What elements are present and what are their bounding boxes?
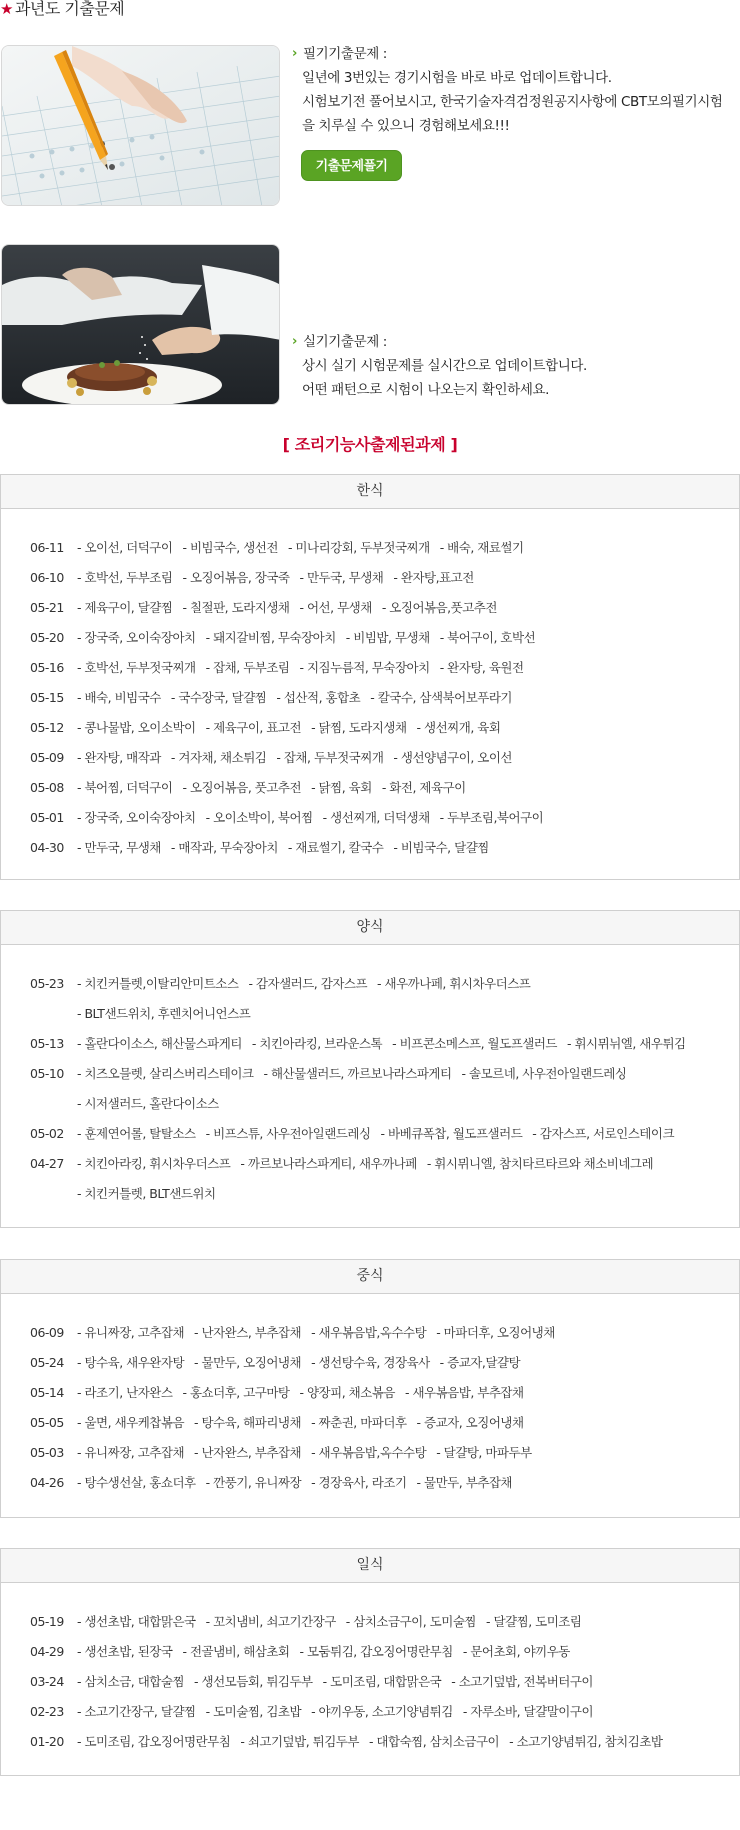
- menu-item: - 휘시뮈니엘, 참치타르타르와 채소비네그레: [426, 1156, 654, 1171]
- exam-date: 03-24: [30, 1674, 64, 1689]
- exam-date: [30, 999, 77, 1029]
- list-item: [30, 1408, 739, 1438]
- list-item: [30, 1667, 739, 1697]
- menu-item: - 소고기덮밥, 전복버터구이: [451, 1674, 594, 1689]
- menu-item: - 지짐누름적, 무숙장아치: [299, 660, 430, 675]
- menu-item: - 닭찜, 도라지생채: [311, 720, 407, 735]
- exam-date: 05-12: [30, 720, 64, 735]
- menu-item: - 북어찜, 더덕구이: [77, 780, 173, 795]
- section-header: 일식: [1, 1549, 739, 1583]
- list-item: [30, 1607, 739, 1637]
- section-header: 중식: [1, 1260, 739, 1294]
- menu-list: [77, 1348, 520, 1378]
- exam-date: 05-19: [30, 1614, 64, 1629]
- menu-item: - 호박선, 두부조림: [77, 570, 173, 585]
- menu-list: [77, 1637, 570, 1667]
- exam-date: 02-23: [30, 1704, 64, 1719]
- list-item: [30, 1149, 739, 1179]
- menu-item: - 오징어볶음, 풋고추전: [182, 780, 302, 795]
- menu-item: - 달걀탕, 마파두부: [436, 1445, 532, 1460]
- exam-date: 06-11: [30, 540, 64, 555]
- menu-list: [77, 713, 500, 743]
- menu-item: - 국수장국, 달걀찜: [170, 690, 267, 705]
- menu-item: - 감자샐러드, 감자스프: [248, 976, 368, 991]
- menu-item: - 전골냄비, 해삼초회: [182, 1644, 290, 1659]
- menu-item: - 솔모르네, 사우전아일랜드레싱: [461, 1066, 627, 1081]
- menu-list: [77, 743, 512, 773]
- menu-item: - 경장육사, 라조기: [311, 1475, 407, 1490]
- menu-item: - 도미술찜, 김초밥: [205, 1704, 302, 1719]
- menu-list: [77, 1697, 593, 1727]
- menu-item: - 라조기, 난자완스: [77, 1385, 173, 1400]
- menu-list: [77, 1408, 524, 1438]
- menu-list: [77, 653, 524, 683]
- chinese-cuisine-section: [0, 1259, 740, 1518]
- chef-plating-image: [1, 244, 280, 405]
- list-item: [30, 969, 739, 999]
- menu-item: - 증교자, 오징어냉채: [416, 1415, 524, 1430]
- cooking-tasks-title: [ 조리기능사출제된과제 ]: [282, 435, 458, 454]
- menu-list: [77, 1119, 674, 1149]
- menu-list: [77, 1378, 524, 1408]
- menu-list: [77, 593, 497, 623]
- menu-item: - 난자완스, 부추잡채: [194, 1325, 302, 1340]
- exam-date: 05-09: [30, 750, 64, 765]
- exam-date: 05-20: [30, 630, 64, 645]
- list-item: [30, 1029, 739, 1059]
- menu-list: [77, 1607, 581, 1637]
- exam-date: 05-01: [30, 810, 64, 825]
- menu-list: [77, 1179, 216, 1209]
- exam-date: 01-20: [30, 1734, 64, 1749]
- menu-item: - 어선, 무생채: [299, 600, 372, 615]
- menu-item: - 난자완스, 부추잡채: [194, 1445, 302, 1460]
- japanese-cuisine-section: [0, 1548, 740, 1776]
- practical-exam-line: 어떤 패턴으로 시험이 나오는지 확인하세요.: [302, 382, 549, 398]
- exam-date: 05-02: [30, 1126, 64, 1141]
- list-item: [30, 623, 739, 653]
- written-exam-title: 필기기출문제 :: [303, 46, 387, 62]
- exam-date: 05-24: [30, 1355, 64, 1370]
- exam-date: 04-27: [30, 1156, 64, 1171]
- chevron-right-icon: ›: [292, 334, 297, 349]
- exam-date: 05-14: [30, 1385, 64, 1400]
- menu-item: - 감자스프, 서로인스테이크: [532, 1126, 675, 1141]
- menu-item: - 오이소박이, 북어찜: [205, 810, 313, 825]
- exam-date: 04-29: [30, 1644, 64, 1659]
- menu-item: - 훈제연어롤, 탈탈소스: [77, 1126, 196, 1141]
- menu-item: - 쇠고기덮밥, 튀김두부: [240, 1734, 359, 1749]
- menu-item: - 해산물샐러드, 까르보나라스파게티: [263, 1066, 452, 1081]
- exam-date: 05-08: [30, 780, 64, 795]
- chevron-right-icon: ›: [292, 46, 297, 61]
- menu-item: - 재료썰기, 칼국수: [287, 840, 384, 855]
- menu-item: - 새우볶음밥,옥수수탕: [311, 1445, 427, 1460]
- menu-item: - 겨자채, 채소튀김: [170, 750, 267, 765]
- practical-exam-info: [292, 330, 740, 402]
- list-item: [30, 533, 739, 563]
- list-item: [30, 563, 739, 593]
- menu-item: - 새우볶음밥,옥수수탕: [311, 1325, 427, 1340]
- menu-item: - 비프콘소메스프, 월도프샐러드: [392, 1036, 557, 1051]
- list-item: [30, 713, 739, 743]
- menu-item: - 모둠튀김, 갑오징어명란무침: [299, 1644, 453, 1659]
- menu-item: - 잡채, 두부젓국찌개: [276, 750, 384, 765]
- menu-item: - 칠절판, 도라지생채: [182, 600, 290, 615]
- menu-list: [77, 1059, 626, 1089]
- menu-item: - 생선찌개, 더덕생채: [322, 810, 430, 825]
- menu-list: [77, 1318, 555, 1348]
- list-item: [30, 833, 739, 863]
- section-header: 한식: [1, 475, 739, 509]
- menu-item: - 만두국, 무생채: [299, 570, 384, 585]
- exam-date: 05-23: [30, 976, 64, 991]
- menu-item: - 콩나물밥, 오이소박이: [77, 720, 196, 735]
- menu-item: - 마파더후, 오징어냉채: [436, 1325, 555, 1340]
- exam-date: 05-13: [30, 1036, 64, 1051]
- exam-date: [30, 1089, 77, 1119]
- western-cuisine-section: [0, 910, 740, 1228]
- menu-item: - 휘시뮈뉘엘, 새우튀김: [567, 1036, 686, 1051]
- menu-list: [77, 1149, 653, 1179]
- menu-item: - 소고기간장구, 달걀찜: [77, 1704, 196, 1719]
- menu-item: - 바베큐폭찹, 월도프샐러드: [380, 1126, 523, 1141]
- menu-item: - 탕수생선살, 홍쇼더후: [77, 1475, 196, 1490]
- menu-item: - 까르보나라스파게티, 새우까나페: [240, 1156, 417, 1171]
- exam-date: 05-05: [30, 1415, 64, 1430]
- section-header: 양식: [1, 911, 739, 945]
- menu-list: [77, 1468, 512, 1498]
- menu-item: - 오징어볶음, 장국죽: [182, 570, 290, 585]
- menu-item: - 시저샐러드, 홀란다이소스: [77, 1096, 219, 1111]
- menu-list: [77, 999, 250, 1029]
- menu-item: - 섭산적, 홍합초: [276, 690, 361, 705]
- practical-exam-line: 상시 실기 시험문제를 실시간으로 업데이트합니다.: [302, 358, 587, 374]
- page-title-text: 과년도 기출문제: [14, 0, 125, 18]
- list-item: [30, 773, 739, 803]
- list-item: [30, 683, 739, 713]
- menu-item: - 비빔밥, 무생채: [345, 630, 430, 645]
- menu-list: [77, 969, 530, 999]
- list-item: [30, 1697, 739, 1727]
- list-item: [30, 1468, 739, 1498]
- menu-list: [77, 1727, 662, 1757]
- menu-item: - 닭찜, 육회: [311, 780, 372, 795]
- menu-item: - 오이선, 더덕구이: [77, 540, 173, 555]
- menu-item: - 완자탕,표고전: [393, 570, 474, 585]
- menu-item: - 생선초밥, 된장국: [77, 1644, 173, 1659]
- menu-item: - 유니짜장, 고추잡채: [77, 1445, 185, 1460]
- menu-item: - 호박선, 두부젓국찌개: [77, 660, 196, 675]
- menu-item: - 자루소바, 달걀말이구이: [462, 1704, 594, 1719]
- list-item: [30, 1318, 739, 1348]
- list-item: [30, 1727, 739, 1757]
- menu-item: - 치즈오믈렛, 살리스버리스테이크: [77, 1066, 254, 1081]
- menu-item: - 두부조림,북어구이: [439, 810, 544, 825]
- menu-item: - 제육구이, 표고전: [205, 720, 302, 735]
- menu-item: - 치킨아라킹, 브라운스톡: [251, 1036, 383, 1051]
- list-item: [30, 999, 739, 1029]
- menu-item: - 제육구이, 달걀찜: [77, 600, 173, 615]
- list-item: [30, 593, 739, 623]
- menu-list: [77, 773, 466, 803]
- menu-item: - 탕수육, 해파리냉채: [194, 1415, 302, 1430]
- menu-item: - 물만두, 부추잡채: [416, 1475, 513, 1490]
- menu-item: - 새우까나페, 휘시차우더스프: [377, 976, 531, 991]
- menu-item: - 꼬치냄비, 쇠고기간장구: [205, 1614, 336, 1629]
- menu-list: [77, 1667, 593, 1697]
- menu-item: - 비프스튜, 사우전아일랜드레싱: [205, 1126, 371, 1141]
- list-item: [30, 803, 739, 833]
- menu-item: - 울면, 새우케찹볶음: [77, 1415, 185, 1430]
- menu-item: - 유니짜장, 고추잡채: [77, 1325, 185, 1340]
- list-item: [30, 1348, 739, 1378]
- menu-item: - 야끼우동, 소고기양념튀김: [311, 1704, 453, 1719]
- menu-item: - 장국죽, 오이숙장아치: [77, 630, 196, 645]
- menu-item: - 잡채, 두부조림: [205, 660, 290, 675]
- list-item: [30, 1059, 739, 1089]
- menu-item: - 생선양념구이, 오이선: [393, 750, 512, 765]
- section-body: [1, 1294, 739, 1498]
- menu-item: - 물만두, 오징어냉채: [194, 1355, 302, 1370]
- menu-item: - 도미조림, 대합맑은국: [322, 1674, 442, 1689]
- menu-list: [77, 833, 489, 863]
- menu-list: [77, 623, 535, 653]
- menu-item: - 장국죽, 오이숙장아치: [77, 810, 196, 825]
- menu-list: [77, 683, 512, 713]
- korean-cuisine-section: [0, 474, 740, 880]
- menu-item: - 삼치소금, 대합술찜: [77, 1674, 185, 1689]
- menu-item: - 생선초밥, 대합맑은국: [77, 1614, 196, 1629]
- menu-item: - BLT샌드위치, 후렌치어니언스프: [77, 1006, 251, 1021]
- menu-item: - 화전, 제육구이: [381, 780, 466, 795]
- written-exam-line: 일년에 3번있는 경기시험을 바로 바로 업데이트합니다.: [302, 70, 612, 86]
- menu-list: [77, 803, 543, 833]
- menu-item: - 달걀찜, 도미조림: [485, 1614, 582, 1629]
- solve-past-exam-button[interactable]: 기출문제풀기: [301, 150, 402, 181]
- menu-item: - 완자탕, 매작과: [77, 750, 161, 765]
- star-icon: ★: [0, 0, 13, 18]
- menu-item: - 도미조림, 갑오징어명란무침: [77, 1734, 231, 1749]
- menu-item: - 새우볶음밥, 부추잡채: [404, 1385, 524, 1400]
- menu-item: - 홍쇼더후, 고구마탕: [182, 1385, 290, 1400]
- exam-date: [30, 1179, 77, 1209]
- menu-item: - 증교자,달걀탕: [439, 1355, 521, 1370]
- section-body: [1, 509, 739, 863]
- written-exam-info: [292, 42, 740, 138]
- page-title: [0, 0, 124, 20]
- practical-exam-title: 실기기출문제 :: [303, 334, 387, 350]
- menu-item: - 비빔국수, 달걀찜: [393, 840, 489, 855]
- exam-date: 05-16: [30, 660, 64, 675]
- written-exam-line: 시험보기전 풀어보시고, 한국기술자격검정원공지사항에 CBT모의필기시험: [302, 94, 723, 110]
- menu-item: - 완자탕, 육원전: [439, 660, 524, 675]
- menu-item: - 짜춘권, 마파더후: [311, 1415, 407, 1430]
- menu-item: - 배숙, 재료썰기: [439, 540, 524, 555]
- menu-list: [77, 1438, 532, 1468]
- menu-item: - 매작과, 무숙장아치: [170, 840, 278, 855]
- menu-item: - 생선탕수육, 경장육사: [311, 1355, 430, 1370]
- section-body: [1, 1583, 739, 1757]
- exam-date: 06-10: [30, 570, 64, 585]
- list-item: [30, 1179, 739, 1209]
- menu-item: - 생선모듬회, 튀김두부: [194, 1674, 313, 1689]
- list-item: [30, 1119, 739, 1149]
- list-item: [30, 653, 739, 683]
- exam-date: 05-15: [30, 690, 64, 705]
- exam-date: 06-09: [30, 1325, 64, 1340]
- menu-item: - 칼국수, 삼색북어보푸라기: [370, 690, 513, 705]
- list-item: [30, 1438, 739, 1468]
- list-item: [30, 1637, 739, 1667]
- list-item: [30, 1089, 739, 1119]
- written-exam-heading: [292, 42, 740, 66]
- menu-item: - 소고기양념튀김, 참치김초밥: [509, 1734, 663, 1749]
- menu-list: [77, 1029, 686, 1059]
- list-item: [30, 1378, 739, 1408]
- menu-item: - 대합숙찜, 삼치소금구이: [368, 1734, 500, 1749]
- menu-item: - 생선찌개, 육회: [416, 720, 501, 735]
- menu-item: - 탕수육, 새우완자탕: [77, 1355, 185, 1370]
- menu-item: - 미나리강회, 두부젓국찌개: [287, 540, 430, 555]
- menu-list: [77, 563, 474, 593]
- exam-date: 05-10: [30, 1066, 64, 1081]
- menu-item: - 홀란다이소스, 해산물스파게티: [77, 1036, 242, 1051]
- exam-date: 04-26: [30, 1475, 64, 1490]
- menu-item: - 배숙, 비빔국수: [77, 690, 161, 705]
- menu-item: - 치킨커틀렛,이탈리안미트소스: [77, 976, 239, 991]
- menu-item: - 북어구이, 호박선: [439, 630, 536, 645]
- practical-exam-heading: [292, 330, 740, 354]
- menu-item: - 치킨아라킹, 휘시차우더스프: [77, 1156, 231, 1171]
- menu-item: - 양장피, 채소볶음: [299, 1385, 395, 1400]
- exam-date: 05-03: [30, 1445, 64, 1460]
- menu-item: - 만두국, 무생채: [77, 840, 161, 855]
- exam-date: 04-30: [30, 840, 64, 855]
- menu-item: - 깐풍기, 유니짜장: [205, 1475, 302, 1490]
- exam-paper-image: [1, 45, 280, 206]
- menu-item: - 치킨커틀렛, BLT샌드위치: [77, 1186, 216, 1201]
- section-body: [1, 945, 739, 1209]
- menu-item: - 오징어볶음,풋고추전: [381, 600, 497, 615]
- menu-item: - 삼치소금구이, 도미술찜: [345, 1614, 476, 1629]
- menu-list: [77, 533, 524, 563]
- written-exam-line: 을 치루실 수 있으니 경험해보세요!!!: [302, 118, 510, 134]
- menu-item: - 돼지갈비찜, 무숙장아치: [205, 630, 336, 645]
- exam-date: 05-21: [30, 600, 64, 615]
- menu-list: [77, 1089, 219, 1119]
- list-item: [30, 743, 739, 773]
- menu-item: - 문어초회, 야끼우동: [462, 1644, 570, 1659]
- menu-item: - 비빔국수, 생선전: [182, 540, 278, 555]
